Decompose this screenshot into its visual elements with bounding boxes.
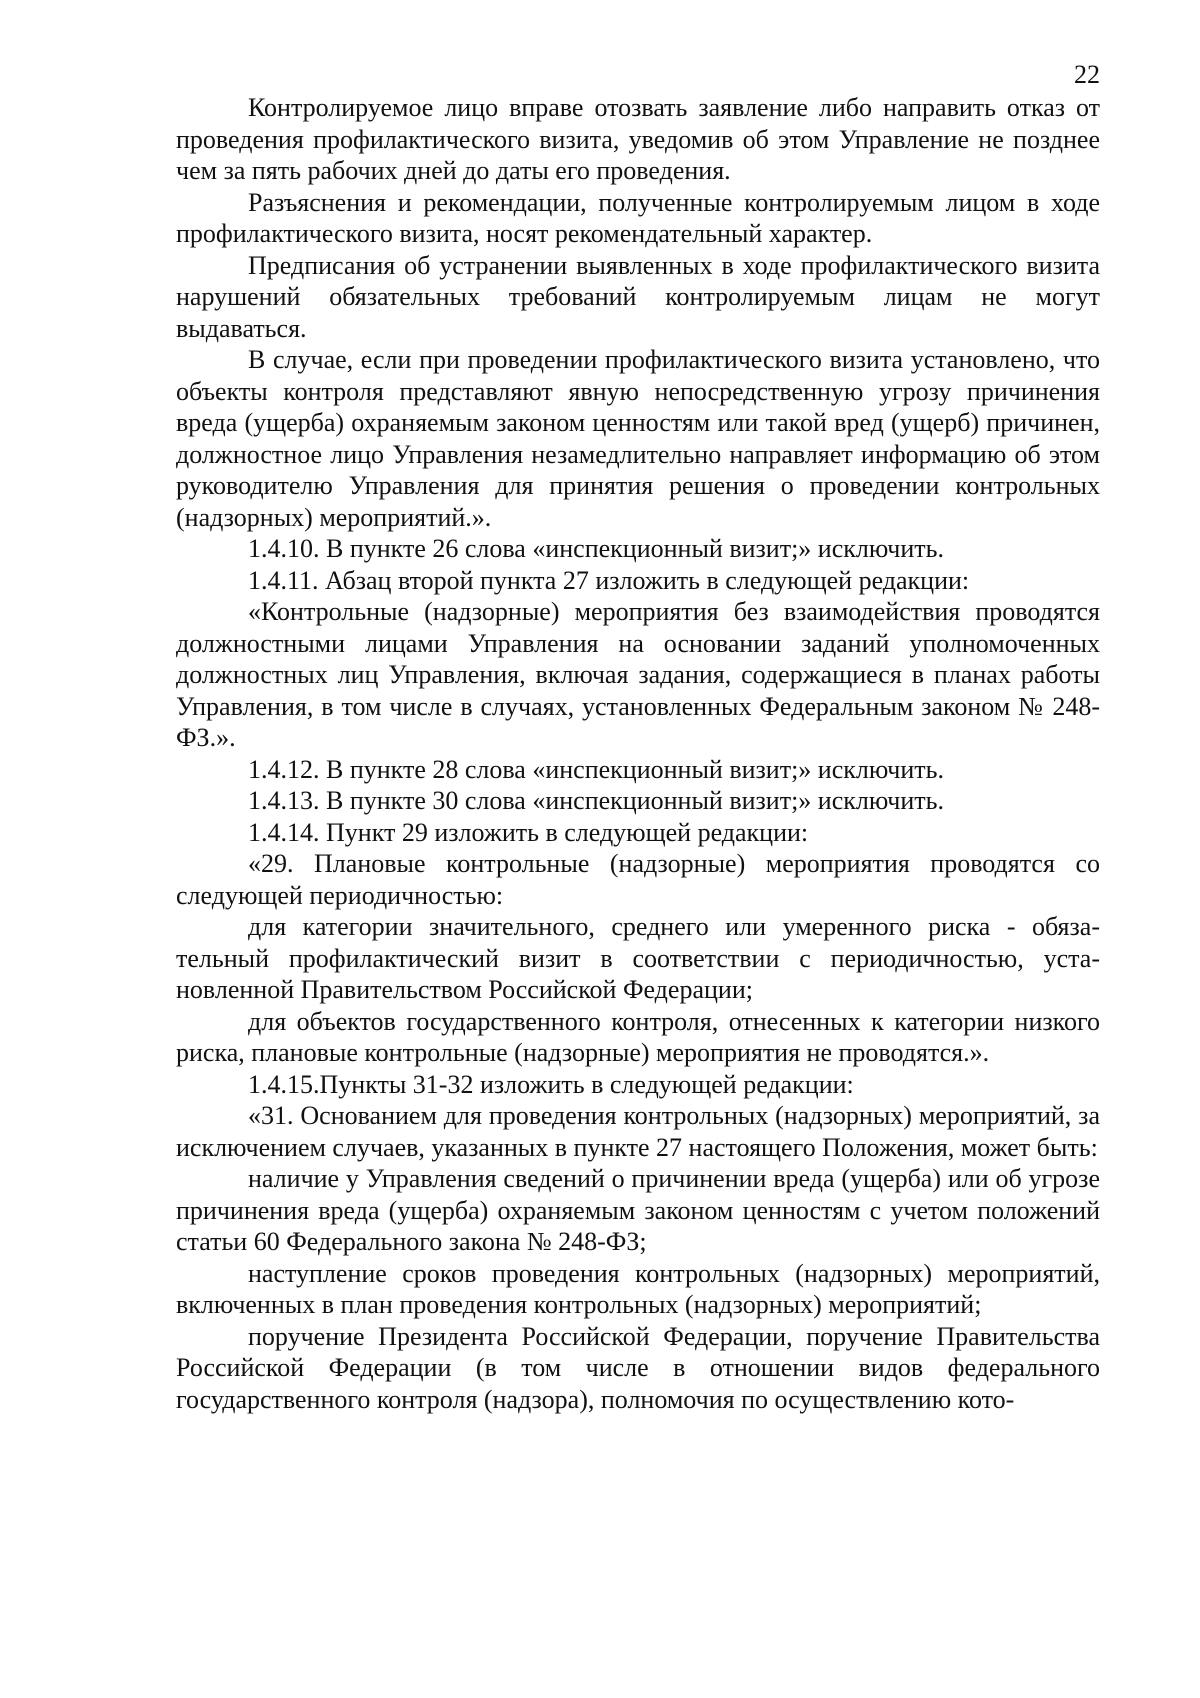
- paragraph: 1.4.15.Пункты 31-32 изложить в следующей редакции:: [248, 1069, 854, 1099]
- paragraph: Предписания об устранении выявленных в ходе профилактического визита нарушений обязательных требований контролируемым лицам не могут выдаваться.: [176, 250, 1100, 343]
- page-number: 22: [1074, 60, 1100, 89]
- document-body: [176, 92, 1100, 1415]
- paragraph: «Контрольные (надзорные) мероприятия без взаимодействия проводятся должностными лицами Управления на основании заданий уполномоченных должностных лиц Управления, включая задания, содержащиеся в планах работы Управления, в том числе в случаях, установленных Федеральным законом № 248-ФЗ.».: [176, 597, 1100, 752]
- paragraph: Контролируемое лицо вправе отозвать заявление либо направить отказ от проведения профилактического визита, уведомив об этом Управление не позднее чем за пять рабочих дней до даты его проведения.: [176, 93, 1100, 185]
- paragraph: В случае, если при проведении профилактического визита установлено, что объекты контроля представляют явную непосредственную угрозу причинения вреда (ущерба) охраняемым законом ценностям или такой вред (ущерб) причинен, должностное лицо Управления незамедлительно направляет информацию об этом руководителю Управления для принятия решения о проведении контрольных (надзорных) мероприятий.».: [176, 345, 1100, 532]
- paragraph: поручение Президента Российской Федерации, поручение Правительства Российской Федерации (в том числе в отношении видов федерального государственного контроля (надзора), полномочия по осуществлению кото-: [176, 1321, 1100, 1414]
- paragraph: для категории значительного, среднего или умеренного риска - обязательный профилактический визит в соответствии с периодичностью, установленной Правительством Российской Федерации;: [176, 912, 1100, 1004]
- paragraph: наличие у Управления сведений о причинении вреда (ущерба) или об угрозе причинения вреда (ущерба) охраняемым законом ценностям с учетом положений статьи 60 Федерального закона № 248-ФЗ;: [176, 1164, 1100, 1256]
- paragraph: 1.4.13. В пункте 30 слова «инспекционный визит;» исключить.: [248, 786, 945, 815]
- paragraph: «29. Плановые контрольные (надзорные) мероприятия проводятся со следующей периодичностью:: [176, 849, 1100, 910]
- paragraph: 1.4.12. В пункте 28 слова «инспекционный визит;» исключить.: [248, 754, 945, 784]
- paragraph: наступление сроков проведения контрольных (надзорных) мероприятий, включенных в план проведения контрольных (надзорных) мероприятий;: [176, 1258, 1100, 1319]
- paragraph: 1.4.10. В пункте 26 слова «инспекционный визит;» исключить.: [248, 534, 945, 563]
- paragraph: 1.4.14. Пункт 29 изложить в следующей редакции:: [248, 817, 809, 847]
- paragraph: 1.4.11. Абзац второй пункта 27 изложить в следующей редакции:: [248, 565, 970, 595]
- paragraph: Разъяснения и рекомендации, полученные контролируемым лицом в ходе профилактического визита, носят рекомендательный характер.: [176, 187, 1100, 248]
- paragraph: «31. Основанием для проведения контрольных (надзорных) мероприятий, за исключением случаев, указанных в пункте 27 настоящего Положения, может быть:: [176, 1101, 1100, 1162]
- paragraph: для объектов государственного контроля, отнесенных к категории низкого риска, плановые контрольные (надзорные) мероприятия не проводятся.».: [176, 1006, 1100, 1067]
